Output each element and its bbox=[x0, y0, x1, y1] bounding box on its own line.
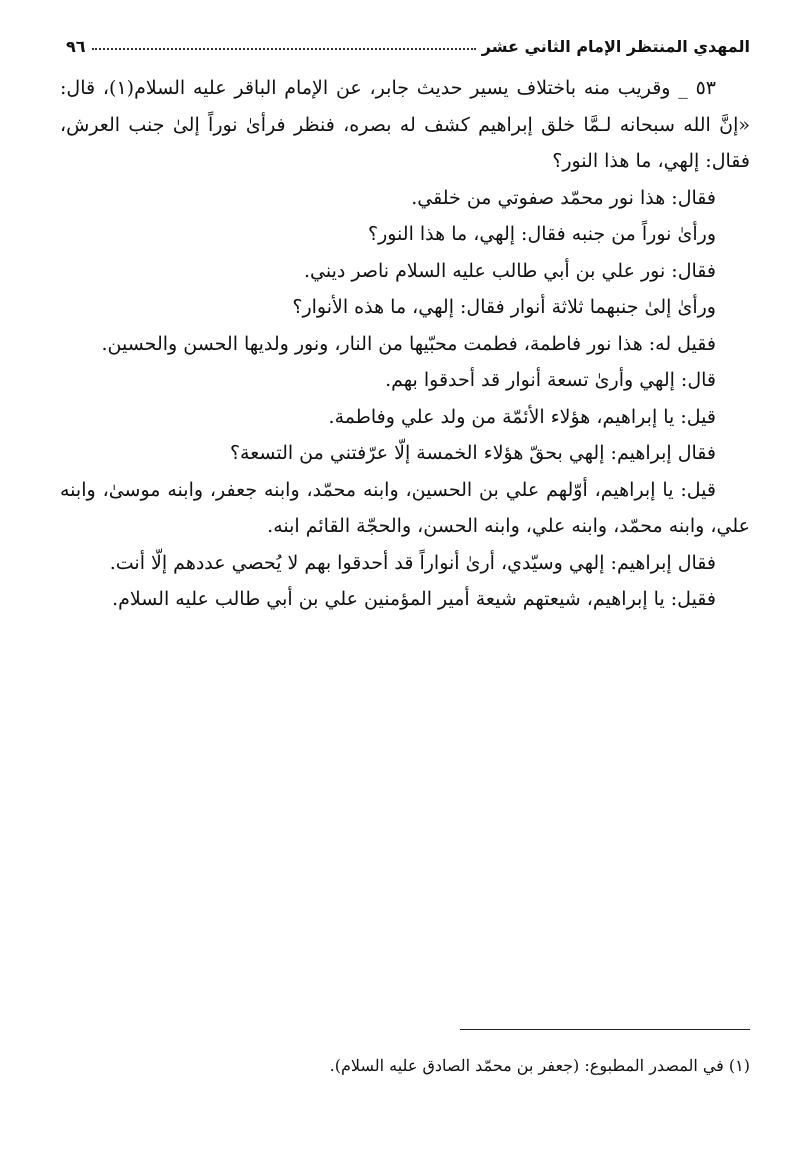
running-header bbox=[60, 22, 750, 56]
header-dot-leader bbox=[92, 48, 476, 50]
body-text bbox=[60, 70, 750, 618]
paragraph: فقال إبراهيم: إلهي وسيّدي، أرىٰ أنواراً قد أحدقوا بهم لا يُحصي عددهم إلّا أنت. bbox=[109, 551, 716, 574]
paragraph: فقيل: يا إبراهيم، شيعتهم شيعة أمير المؤمنين علي بن أبي طالب عليه السلام. bbox=[112, 588, 716, 610]
paragraph: ورأىٰ إلىٰ جنبهما ثلاثة أنوار فقال: إلهي، ما هذه الأنوار؟ bbox=[292, 296, 716, 318]
paragraph: فقال: هذا نور محمّد صفوتي من خلقي. bbox=[411, 186, 716, 209]
running-header-title: المهدي المنتظر الإمام الثاني عشر bbox=[481, 37, 750, 56]
paragraph: فقيل له: هذا نور فاطمة، فطمت محبّيها من النار، ونور ولديها الحسن والحسين. bbox=[101, 332, 716, 355]
paragraph-hadith-53: ٥٣ _ وقريب منه باختلاف يسير حديث جابر، عن الإمام الباقر عليه السلام(١)، قال: «إنَّ الله سبحانه لـمَّا خلق إبراهيم كشف له بصره، فنظر فرأىٰ نوراً إلىٰ جنب العرش، فقال: إلهي، ما هذا النور؟ bbox=[60, 77, 750, 172]
paragraph: قيل: يا إبراهيم، هؤلاء الأئمّة من ولد علي وفاطمة. bbox=[328, 405, 716, 428]
footnote-divider bbox=[460, 1029, 750, 1030]
page-number: ٩٦ bbox=[66, 37, 86, 56]
paragraph: ورأىٰ نوراً من جنبه فقال: إلهي، ما هذا النور؟ bbox=[367, 223, 716, 245]
book-page bbox=[60, 22, 750, 1142]
footnote: (١) في المصدر المطبوع: (جعفر بن محمّد الصادق عليه السلام). bbox=[329, 1056, 750, 1075]
paragraph: فقال: نور علي بن أبي طالب عليه السلام ناصر ديني. bbox=[303, 259, 716, 282]
paragraph: قيل: يا إبراهيم، أوّلهم علي بن الحسين، وابنه محمّد، وابنه جعفر، وابنه موسىٰ، وابنه علي، وابنه محمّد، وابنه علي، وابنه الحسن، والحجّة القائم ابنه. bbox=[60, 478, 750, 537]
paragraph: فقال إبراهيم: إلهي بحقّ هؤلاء الخمسة إلّا عرّفتني من التسعة؟ bbox=[229, 442, 716, 464]
paragraph: قال: إلهي وأرىٰ تسعة أنوار قد أحدقوا بهم. bbox=[385, 369, 716, 391]
